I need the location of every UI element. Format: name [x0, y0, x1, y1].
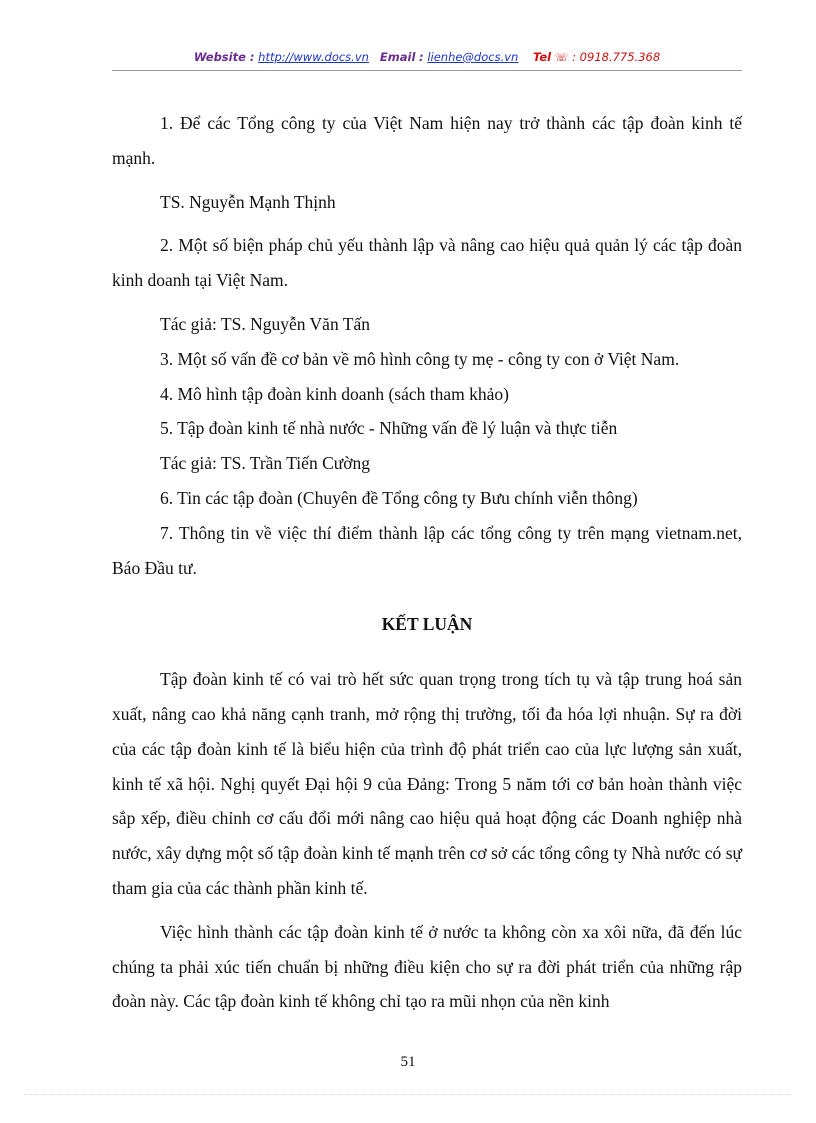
reference-author: TS. Nguyễn Mạnh Thịnh — [160, 191, 336, 212]
reference-item: 5. Tập đoàn kinh tế nhà nước - Những vấn đề lý luận và thực tiễn — [160, 418, 618, 439]
website-link[interactable]: http://www.docs.vn — [258, 50, 369, 64]
reference-author: Tác giả: TS. Nguyễn Văn Tấn — [160, 313, 370, 334]
document-body — [112, 106, 742, 1019]
tel-label: Tel — [532, 50, 552, 64]
reference-item: 1. Để các Tổng công ty của Việt Nam hiện nay trở thành các tập đoàn kinh tế mạnh. — [112, 113, 742, 168]
page-bottom-border — [24, 1094, 792, 1095]
reference-item: 6. Tin các tập đoàn (Chuyên đề Tổng công ty Bưu chính viễn thông) — [160, 487, 638, 508]
website-label: Website : — [193, 50, 255, 64]
telephone-icon: ☏ — [554, 51, 569, 64]
reference-item: 2. Một số biện pháp chủ yếu thành lập và nâng cao hiệu quả quản lý các tập đoàn kinh doanh tại Việt Nam. — [112, 235, 742, 291]
reference-item: 7. Thông tin về việc thí điểm thành lập các tổng công ty trên mạng vietnam.net, Báo Đầu tư. — [112, 522, 742, 578]
reference-item: 4. Mô hình tập đoàn kinh doanh (sách tham khảo) — [160, 383, 509, 404]
conclusion-paragraph: Việc hình thành các tập đoàn kinh tế ở nước ta không còn xa xôi nữa, đã đến lúc chúng ta phải xúc tiến chuẩn bị những điều kiện cho sự ra đời phát triển của những rập đoàn này. Các tập đoàn kinh tế không chỉ tạo ra mũi nhọn của nền kinh — [112, 921, 742, 1012]
tel-number: : 0918.775.368 — [572, 50, 661, 64]
email-label: Email — [379, 50, 416, 64]
section-heading: KẾT LUẬN — [381, 614, 473, 635]
email-link[interactable]: lienhe@docs.vn — [427, 50, 519, 64]
header-divider — [112, 70, 742, 71]
reference-item: 3. Một số vấn đề cơ bản về mô hình công ty mẹ - công ty con ở Việt Nam. — [160, 348, 680, 369]
page-header — [112, 50, 742, 64]
reference-author: Tác giả: TS. Trần Tiến Cường — [160, 453, 370, 474]
email-separator: : — [419, 50, 424, 64]
conclusion-paragraph: Tập đoàn kinh tế có vai trò hết sức quan trọng trong tích tụ và tập trung hoá sản xuất, nâng cao khả năng cạnh tranh, mở rộng thị trường, tối đa hóa lợi nhuận. Sự ra đời của các tập đoàn kinh tế là biểu hiện của trình độ phát triển cao của lực lượng sản xuất, kinh tế xã hội. Nghị quyết Đại hội 9 của Đảng: Trong 5 năm tới cơ bản hoàn thành việc sắp xếp, điều chỉnh cơ cấu đổi mới nâng cao hiệu quả hoạt động các Doanh nghiệp nhà nước, xây dựng một số tập đoàn kinh tế mạnh trên cơ sở các tổng công ty Nhà nước có sự tham gia của các thành phần kinh tế. — [112, 669, 742, 898]
page-number: 51 — [400, 1054, 416, 1070]
